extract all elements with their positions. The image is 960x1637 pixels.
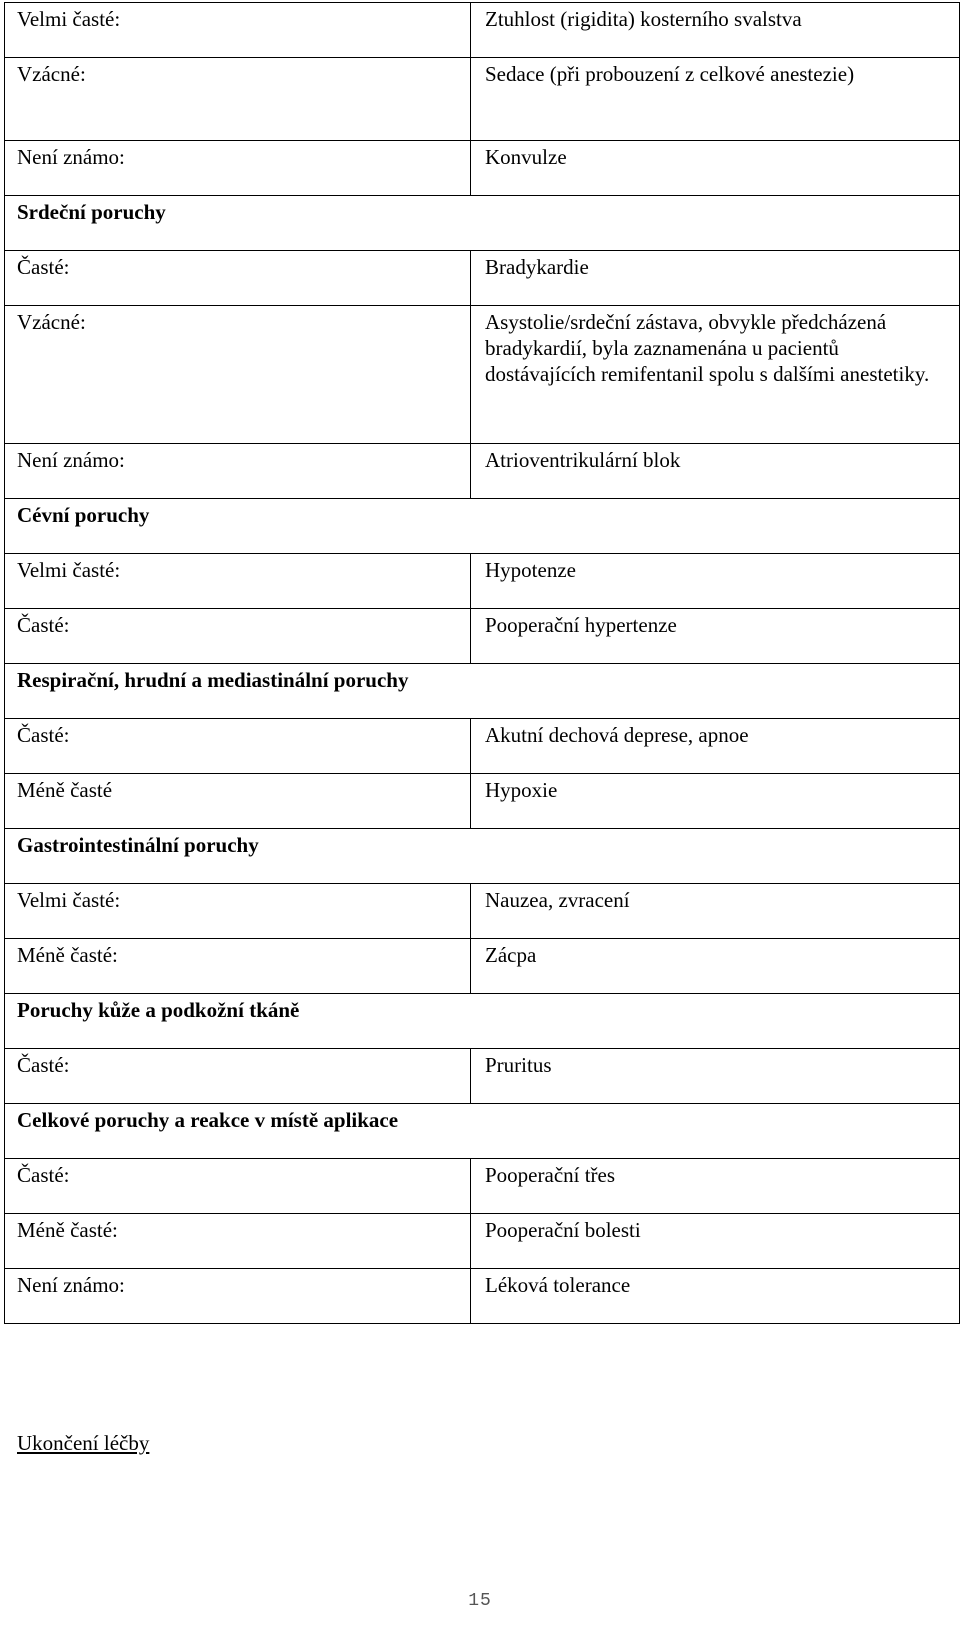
frequency-cell [5, 1159, 471, 1214]
section-heading: Celkové poruchy a reakce v místě aplikace [17, 1108, 399, 1132]
frequency-label: Není známo: [17, 448, 125, 472]
table-row [5, 141, 960, 196]
effect-text: Léková tolerance [485, 1273, 631, 1297]
table-row [5, 3, 960, 58]
frequency-label: Časté: [17, 255, 70, 279]
effect-text: Pooperační bolesti [485, 1218, 641, 1242]
frequency-cell [5, 1049, 471, 1104]
effect-cell [471, 554, 960, 609]
section-heading-row [5, 994, 960, 1049]
section-heading-cell [5, 499, 960, 554]
section-heading-row [5, 499, 960, 554]
frequency-cell [5, 609, 471, 664]
frequency-cell [5, 1269, 471, 1324]
effect-cell [471, 609, 960, 664]
adverse-effects-table [4, 2, 960, 1324]
section-link-treatment-end[interactable]: Ukončení léčby [17, 1431, 150, 1455]
effect-cell [471, 3, 960, 58]
table-row [5, 1159, 960, 1214]
section-heading-row [5, 196, 960, 251]
effect-cell [471, 1214, 960, 1269]
table-row [5, 1214, 960, 1269]
frequency-label: Vzácné: [17, 310, 86, 334]
effect-text: Hypoxie [485, 778, 558, 802]
effect-cell [471, 884, 960, 939]
frequency-label: Méně časté: [17, 943, 118, 967]
frequency-label: Není známo: [17, 1273, 125, 1297]
table-row [5, 1049, 960, 1104]
effect-text: Asystolie/srdeční zástava, obvykle předcházená bradykardií, byla zaznamenána u pacientů dostávajících remifentanil spolu s dalšími anestetiky. [485, 310, 930, 386]
effect-text: Pruritus [485, 1053, 552, 1077]
frequency-label: Časté: [17, 1163, 70, 1187]
effect-cell [471, 1159, 960, 1214]
effect-text: Pooperační hypertenze [485, 613, 677, 637]
section-heading-cell [5, 994, 960, 1049]
effect-text: Akutní dechová deprese, apnoe [485, 723, 749, 747]
frequency-label: Časté: [17, 613, 70, 637]
frequency-cell [5, 251, 471, 306]
frequency-label: Velmi časté: [17, 888, 121, 912]
effect-cell [471, 306, 960, 444]
effect-cell [471, 251, 960, 306]
effect-text: Zácpa [485, 943, 537, 967]
effect-cell [471, 774, 960, 829]
frequency-cell [5, 444, 471, 499]
adverse-effects-table-body [5, 3, 960, 1324]
table-row [5, 554, 960, 609]
frequency-cell [5, 939, 471, 994]
frequency-label: Méně časté [17, 778, 113, 802]
frequency-cell [5, 774, 471, 829]
table-row [5, 444, 960, 499]
section-heading-row [5, 664, 960, 719]
table-row [5, 939, 960, 994]
effect-text: Hypotenze [485, 558, 576, 582]
effect-cell [471, 141, 960, 196]
frequency-label: Časté: [17, 723, 70, 747]
frequency-cell [5, 1214, 471, 1269]
table-row [5, 884, 960, 939]
effect-text: Nauzea, zvracení [485, 888, 630, 912]
effect-text: Bradykardie [485, 255, 589, 279]
table-row [5, 251, 960, 306]
effect-cell [471, 1049, 960, 1104]
effect-text: Konvulze [485, 145, 567, 169]
frequency-label: Velmi časté: [17, 558, 121, 582]
frequency-label: Časté: [17, 1053, 70, 1077]
section-heading-cell [5, 664, 960, 719]
frequency-cell [5, 719, 471, 774]
section-heading: Cévní poruchy [17, 503, 150, 527]
frequency-label: Vzácné: [17, 62, 86, 86]
section-heading-row [5, 1104, 960, 1159]
frequency-label: Méně časté: [17, 1218, 118, 1242]
frequency-cell [5, 554, 471, 609]
effect-cell [471, 1269, 960, 1324]
effect-text: Atrioventrikulární blok [485, 448, 681, 472]
frequency-cell [5, 3, 471, 58]
table-row [5, 306, 960, 444]
frequency-cell [5, 141, 471, 196]
section-heading: Gastrointestinální poruchy [17, 833, 259, 857]
effect-cell [471, 719, 960, 774]
section-heading-cell [5, 196, 960, 251]
effect-cell [471, 444, 960, 499]
table-row [5, 719, 960, 774]
frequency-cell [5, 306, 471, 444]
table-row [5, 609, 960, 664]
frequency-label: Není známo: [17, 145, 125, 169]
effect-cell [471, 58, 960, 141]
effect-text: Ztuhlost (rigidita) kosterního svalstva [485, 7, 802, 31]
section-heading: Poruchy kůže a podkožní tkáně [17, 998, 300, 1022]
section-heading: Srdeční poruchy [17, 200, 166, 224]
effect-text: Sedace (při probouzení z celkové anestezie) [485, 62, 855, 86]
table-row [5, 1269, 960, 1324]
effect-text: Pooperační třes [485, 1163, 616, 1187]
frequency-cell [5, 884, 471, 939]
section-heading-cell [5, 829, 960, 884]
page-number: 15 [468, 1591, 492, 1611]
table-row [5, 58, 960, 141]
frequency-cell [5, 58, 471, 141]
section-heading: Respirační, hrudní a mediastinální poruchy [17, 668, 409, 692]
frequency-label: Velmi časté: [17, 7, 121, 31]
section-heading-row [5, 829, 960, 884]
table-row [5, 774, 960, 829]
effect-cell [471, 939, 960, 994]
section-heading-cell [5, 1104, 960, 1159]
